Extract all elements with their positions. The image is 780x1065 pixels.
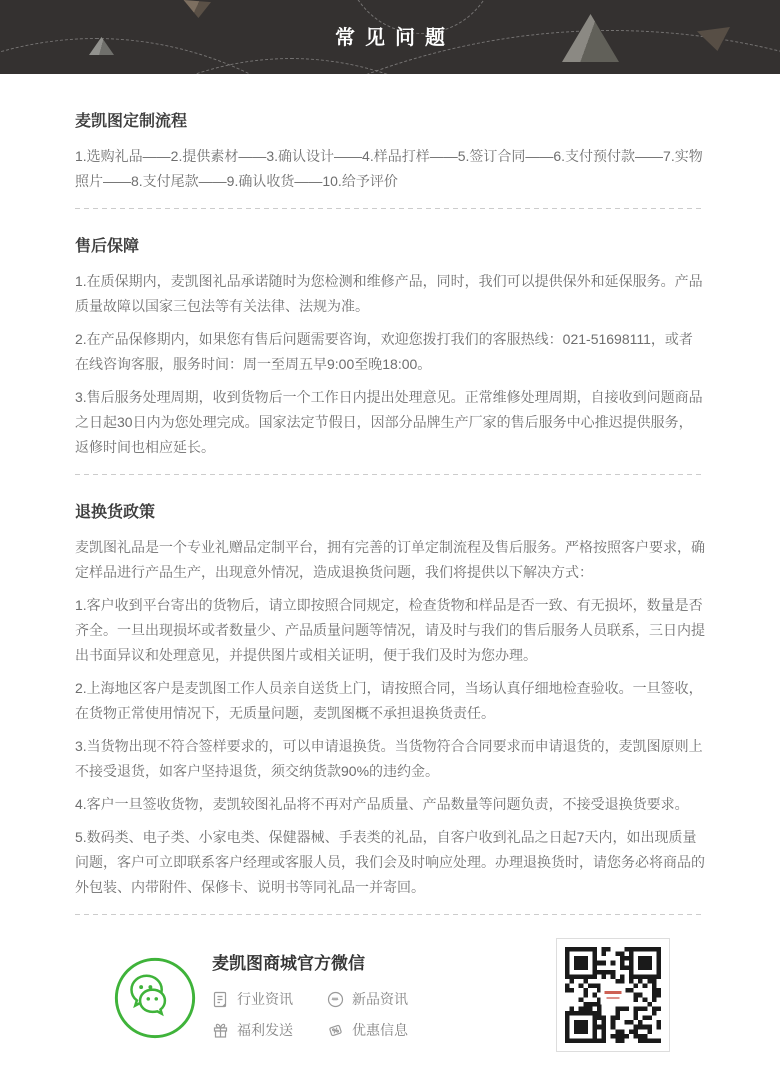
page-title: 常见问题 bbox=[335, 27, 455, 49]
qr-code-frame bbox=[556, 938, 670, 1052]
coupon-icon bbox=[327, 1022, 344, 1039]
paragraph: 2.在产品保修期内，如果您有售后问题需要咨询，欢迎您拨打我们的客服热线：021-51698111，或者在线咨询客服，服务时间：周一至周五早9:00至晚18:00。 bbox=[75, 331, 693, 372]
feature-label: 新品资讯 bbox=[352, 991, 408, 1007]
paragraph: 3.当货物出现不符合签样要求的，可以申请退换货。当货物符合合同要求而申请退货的，麦凯图原则上不接受退货，如客户坚持退货，须交纳货款90%的违约金。 bbox=[75, 738, 703, 779]
paragraph: 3.售后服务处理周期，收到货物后一个工作日内提出处理意见。正常维修处理周期，自接收到问题商品之日起30日内为您处理完成。国家法定节假日，因部分品牌生产厂家的售后服务中心推迟提供服务，返修时间也相应延长。 bbox=[75, 389, 703, 455]
feature-new-products bbox=[327, 989, 408, 1009]
section-title: 售后保障 bbox=[75, 238, 140, 255]
section-aftersales bbox=[75, 237, 705, 460]
dashed-divider bbox=[75, 208, 705, 209]
wechat-info bbox=[212, 954, 408, 1040]
dashed-divider bbox=[75, 474, 705, 475]
paragraph: 2.上海地区客户是麦凯图工作人员亲自送货上门，请按照合同，当场认真仔细地检查验收。一旦签收，在货物正常使用情况下，无质量问题，麦凯图概不承担退换货责任。 bbox=[75, 680, 703, 721]
process-steps-text: 1.选购礼品——2.提供素材——3.确认设计——4.样品打样——5.签订合同——6.支付预付款——7.实物照片——8.支付尾款——9.确认收货——10.给予评价 bbox=[75, 148, 703, 189]
paragraph: 4.客户一旦签收货物，麦凯较图礼品将不再对产品质量、产品数量等问题负责，不接受退换货要求。 bbox=[75, 796, 689, 812]
feature-label: 福利发送 bbox=[237, 1022, 293, 1038]
paragraph: 5.数码类、电子类、小家电类、保健器械、手表类的礼品，自客户收到礼品之日起7天内，如出现质量问题，客户可立即联系客户经理或客服人员，我们会及时响应处理。办理退换货时，请您务必将商品的外包装、内带附件、保修卡、说明书等同礼品一并寄回。 bbox=[75, 829, 705, 895]
feature-benefits bbox=[212, 1020, 327, 1040]
wechat-feature-list bbox=[212, 989, 408, 1040]
feature-label: 行业资讯 bbox=[237, 991, 293, 1007]
gift-icon bbox=[212, 1022, 229, 1039]
section-custom-process bbox=[75, 112, 705, 194]
news-doc-icon bbox=[212, 991, 229, 1008]
section-title: 退换货政策 bbox=[75, 504, 156, 521]
feature-label: 优惠信息 bbox=[352, 1022, 408, 1038]
content-area bbox=[75, 112, 705, 1065]
wechat-logo-icon bbox=[113, 956, 197, 1040]
paragraph: 1.客户收到平台寄出的货物后，请立即按照合同规定，检查货物和样品是否一致、有无损坏，数量是否齐全。一旦出现损坏或者数量少、产品质量问题等情况，请及时与我们的售后服务人员联系，三日内提出书面异议和处理意见，并提供图片或相关证明，便于我们及时为您办理。 bbox=[75, 597, 705, 663]
wechat-footer bbox=[75, 915, 705, 1065]
feature-industry-news bbox=[212, 989, 327, 1009]
new-badge-icon bbox=[327, 991, 344, 1008]
section-return-policy bbox=[75, 503, 705, 900]
section-title: 麦凯图定制流程 bbox=[75, 113, 188, 130]
qr-code bbox=[565, 947, 661, 1043]
hero-banner bbox=[0, 0, 780, 74]
paragraph: 麦凯图礼品是一个专业礼赠品定制平台，拥有完善的订单定制流程及售后服务。严格按照客户要求，确定样品进行产品生产，出现意外情况，造成退换货问题，我们将提供以下解决方式： bbox=[75, 539, 705, 580]
feature-discount-info bbox=[327, 1020, 408, 1040]
paragraph: 1.在质保期内，麦凯图礼品承诺随时为您检测和维修产品，同时，我们可以提供保外和延保服务。产品质量故障以国家三包法等有关法律、法规为准。 bbox=[75, 273, 703, 314]
wechat-account-title: 麦凯图商城官方微信 bbox=[212, 954, 365, 973]
